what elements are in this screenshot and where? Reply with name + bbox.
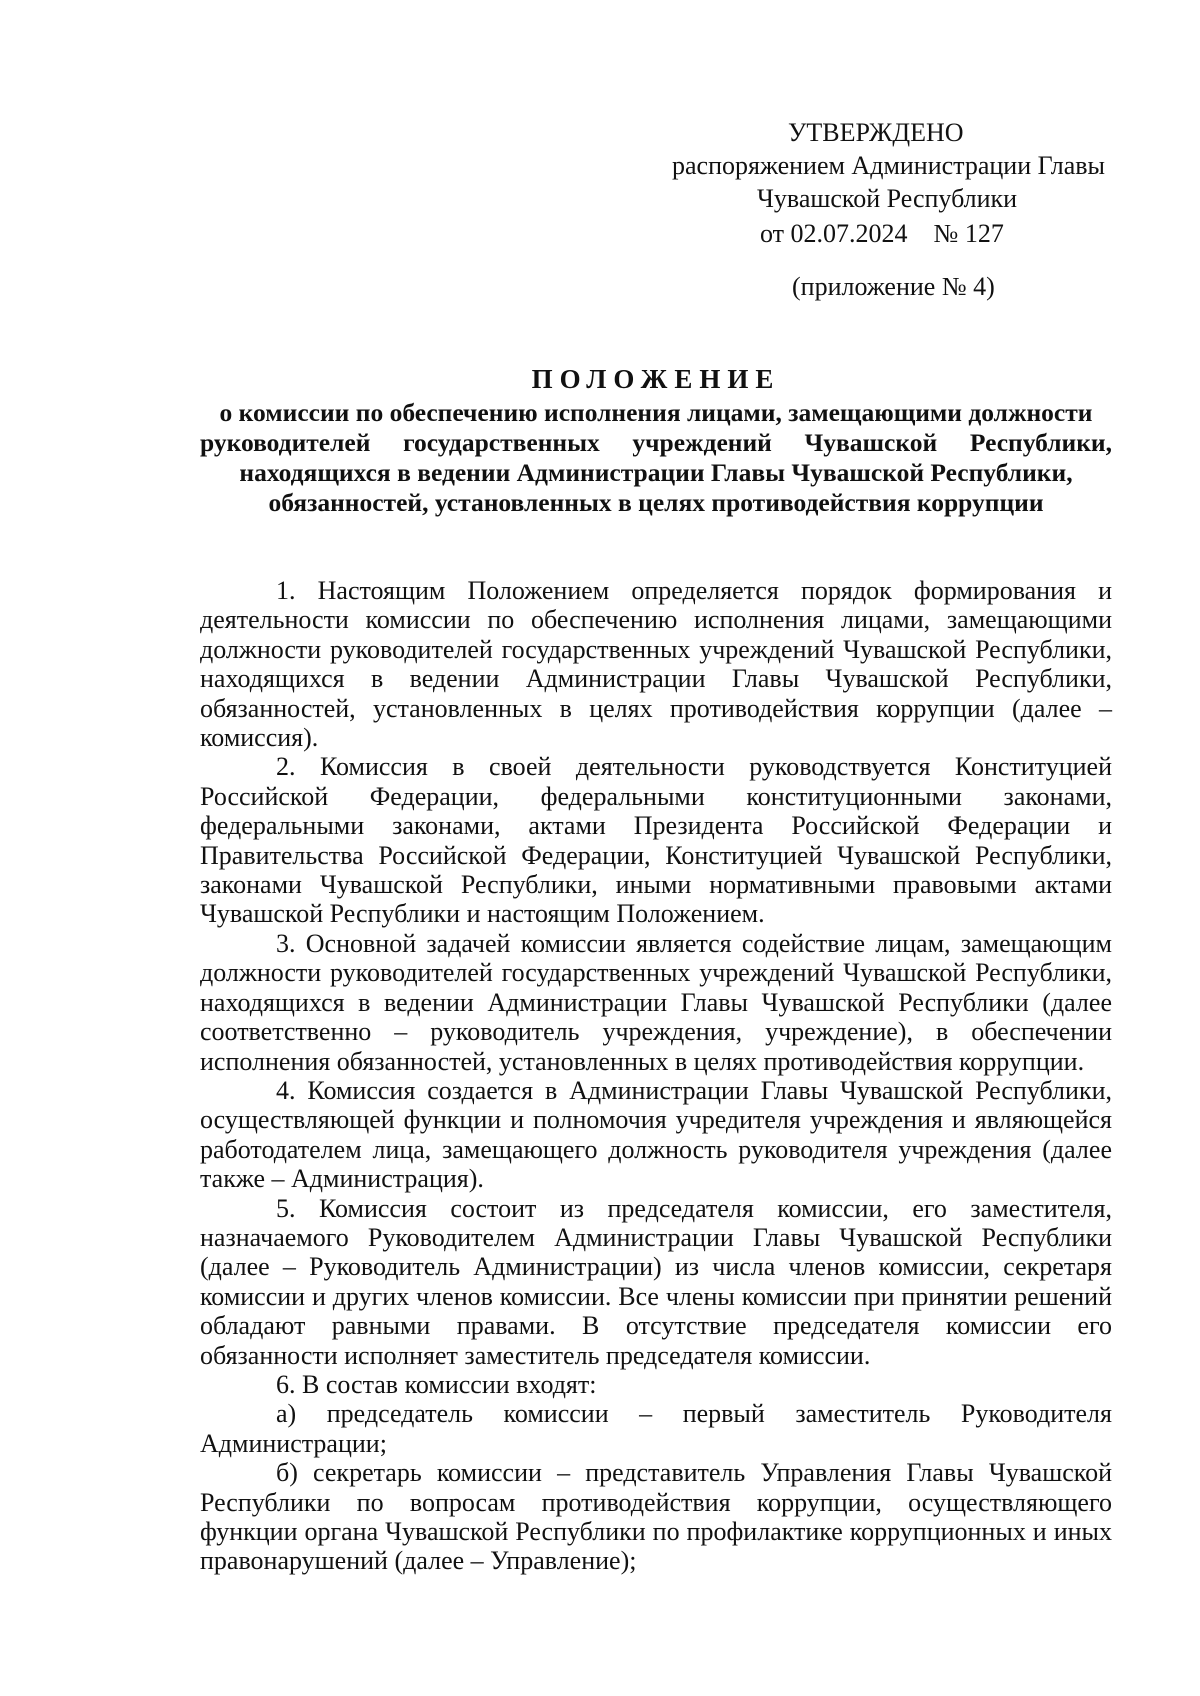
subtitle-line: находящихся в ведении Администрации Главы Чувашской Республики, — [239, 458, 1073, 487]
paragraph: б) секретарь комиссии – представитель Управления Главы Чувашской Республики по вопросам противодействия коррупции, осуществляющего функции органа Чувашской Республики по профилактике коррупционных и иных правонарушений (далее – Управление); — [200, 1458, 1112, 1576]
subtitle-line: о комиссии по обеспечению исполнения лицами, замещающими должности — [219, 398, 1093, 427]
paragraph: 3. Основной задачей комиссии является содействие лицам, замещающим должности руководителей государственных учреждений Чувашской Республики, находящихся в ведении Администрации Главы Чувашской Республики (далее соответственно – руководитель учреждения, учреждение), в обеспечении исполнения обязанностей, установленных в целях противодействия коррупции. — [200, 928, 1112, 1076]
paragraph: 1. Настоящим Положением определяется порядок формирования и деятельности комиссии по обеспечению исполнения лицами, замещающими должности руководителей государственных учреждений Чувашской Республики, находящихся в ведении Администрации Главы Чувашской Республики, обязанностей, установленных в целях противодействия коррупции (далее – комиссия). — [200, 576, 1112, 753]
paragraph: а) председатель комиссии – первый заместитель Руководителя Администрации; — [200, 1399, 1112, 1458]
document-heading — [200, 362, 1112, 518]
paragraph: 5. Комиссия состоит из председателя комиссии, его заместителя, назначаемого Руководителем Администрации Главы Чувашской Республики (далее – Руководитель Администрации) из числа членов комиссии, секретаря комиссии и других членов комиссии. Все члены комиссии при принятии решений обладают равными правами. В отсутствие председателя комиссии его обязанности исполняет заместитель председателя комиссии. — [200, 1193, 1112, 1370]
approval-authority: распоряжением Администрации Главы — [672, 151, 1105, 180]
document-subtitle — [200, 398, 1112, 518]
subtitle-line: руководителей государственных учреждений Чувашской Республики, — [200, 428, 1112, 457]
approval-republic: Чувашской Республики — [757, 184, 1018, 213]
document-body — [200, 576, 1112, 1576]
document-title: ПОЛОЖЕНИЕ — [531, 364, 781, 394]
approval-date: от 02.07.2024 — [760, 219, 908, 248]
paragraph: 2. Комиссия в своей деятельности руководствуется Конституцией Российской Федерации, федеральными конституционными законами, федеральными законами, актами Президента Российской Федерации и Правительства Российской Федерации, Конституцией Чувашской Республики, законами Чувашской Республики, иными нормативными правовыми актами Чувашской Республики и настоящим Положением. — [200, 752, 1112, 929]
approval-title: УТВЕРЖДЕНО — [788, 118, 964, 147]
approval-annex: (приложение № 4) — [792, 272, 995, 301]
paragraph: 6. В состав комиссии входят: — [276, 1369, 597, 1399]
approval-number: № 127 — [933, 219, 1004, 248]
subtitle-line: обязанностей, установленных в целях противодействия коррупции — [268, 488, 1044, 517]
approval-stamp — [640, 116, 1105, 303]
paragraph: 4. Комиссия создается в Администрации Главы Чувашской Республики, осуществляющей функции и полномочия учредителя учреждения и являющейся работодателем лица, замещающего должность руководителя учреждения (далее также – Администрация). — [200, 1075, 1112, 1194]
approval-date-number — [640, 217, 1080, 250]
